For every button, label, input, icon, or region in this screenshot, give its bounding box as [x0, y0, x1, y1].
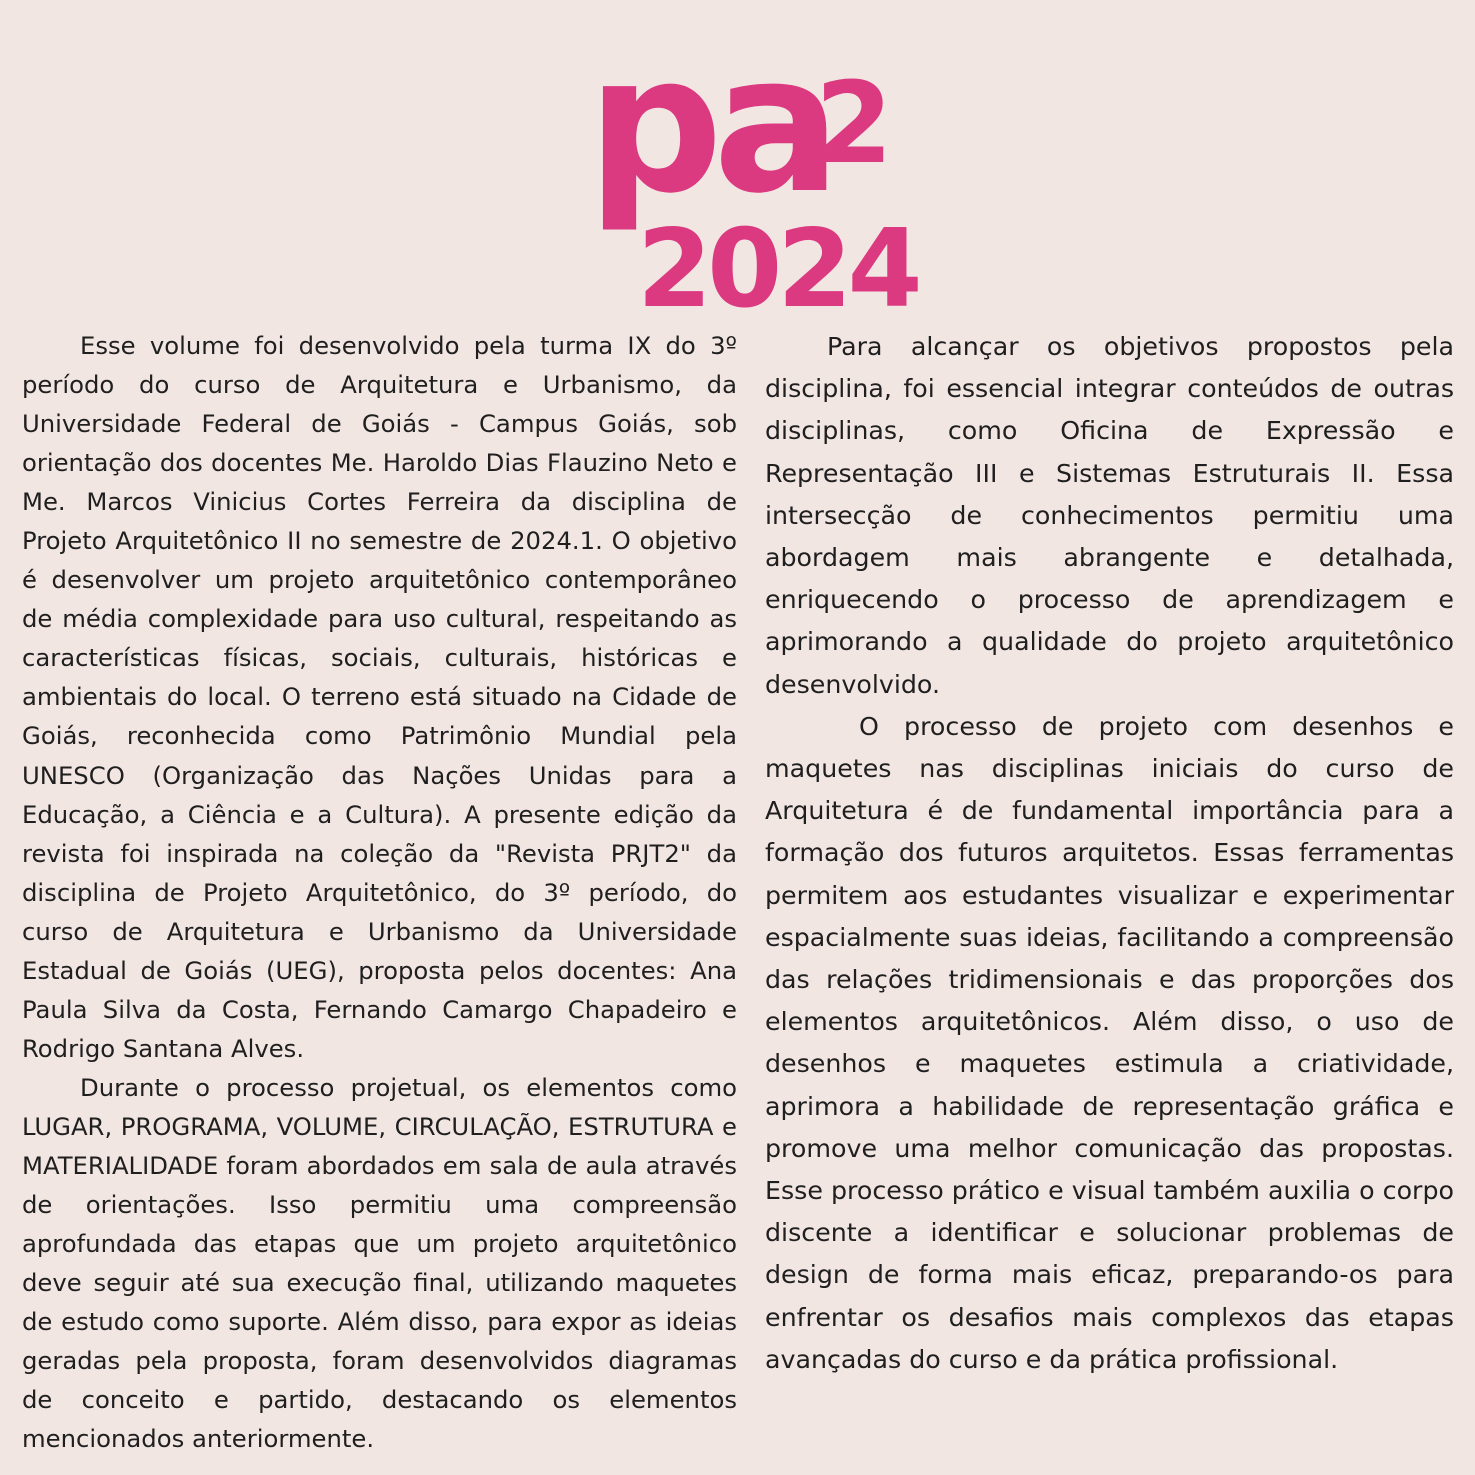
left-text-column	[22, 326, 737, 1458]
objectives-paragraph: Para alcançar os objetivos propostos pela disciplina, foi essencial integrar conteúdos de outras disciplinas, como Oficina de Expressão e Representação III e Sistemas Estruturais II. Essa intersecção de conhecimentos permitiu uma abordagem mais abrangente e detalhada, enriquecendo o processo de aprendizagem e aprimorando a qualidade do projeto arquitetônico desenvolvido.	[765, 332, 1454, 699]
logo-wordmark: pa	[587, 14, 832, 235]
right-text-column	[765, 326, 1454, 1381]
logo-year: 2024	[637, 207, 918, 332]
process-paragraph: Durante o processo projetual, os elementos como LUGAR, PROGRAMA, VOLUME, CIRCULAÇÃO, ESTRUTURA e MATERIALIDADE foram abordados em sala de aula através de orientações. Isso permitiu uma compreensão aprofundada das etapas que um projeto arquitetônico deve seguir até sua execução final, utilizando maquetes de estudo como suporte. Além disso, para expor as ideias geradas pela proposta, foram desenvolvidos diagramas de conceito e partido, destacando os elementos mencionados anteriormente.	[22, 1072, 737, 1454]
pa2-logo	[585, 14, 918, 332]
drawings-models-paragraph: O processo de projeto com desenhos e maquetes nas disciplinas iniciais do curso de Arquitetura é de fundamental importância para a formação dos futuros arquitetos. Essas ferramentas permitem aos estudantes visualizar e experimentar espacialmente suas ideias, facilitando a compreensão das relações tridimensionais e das proporções dos elementos arquitetônicos. Além disso, o uso de desenhos e maquetes estimula a criatividade, aprimora a habilidade de representação gráfica e promove uma melhor comunicação das propostas. Esse processo prático e visual também auxilia o corpo discente a identificar e solucionar problemas de design de forma mais eficaz, preparando-os para enfrentar os desafios mais complexos das etapas avançadas do curso e da prática profissional.	[765, 711, 1454, 1374]
intro-paragraph: Esse volume foi desenvolvido pela turma IX do 3º período do curso de Arquitetura e Urbanismo, da Universidade Federal de Goiás - Campus Goiás, sob orientação dos docentes Me. Haroldo Dias Flauzino Neto e Me. Marcos Vinicius Cortes Ferreira da disciplina de Projeto Arquitetônico II no semestre de 2024.1. O objetivo é desenvolver um projeto arquitetônico contemporâneo de média complexidade para uso cultural, respeitando as características físicas, sociais, culturais, históricas e ambientais do local. O terreno está situado na Cidade de Goiás, reconhecida como Patrimônio Mundial pela UNESCO (Organização das Nações Unidas para a Educação, a Ciência e a Cultura). A presente edição da revista foi inspirada na coleção da "Revista PRJT2" da disciplina de Projeto Arquitetônico, do 3º período, do curso de Arquitetura e Urbanismo da Universidade Estadual de Goiás (UEG), proposta pelos docentes: Ana Paula Silva da Costa, Fernando Camargo Chapadeiro e Rodrigo Santana Alves.	[22, 331, 737, 1063]
logo-superscript: 2	[815, 59, 893, 189]
